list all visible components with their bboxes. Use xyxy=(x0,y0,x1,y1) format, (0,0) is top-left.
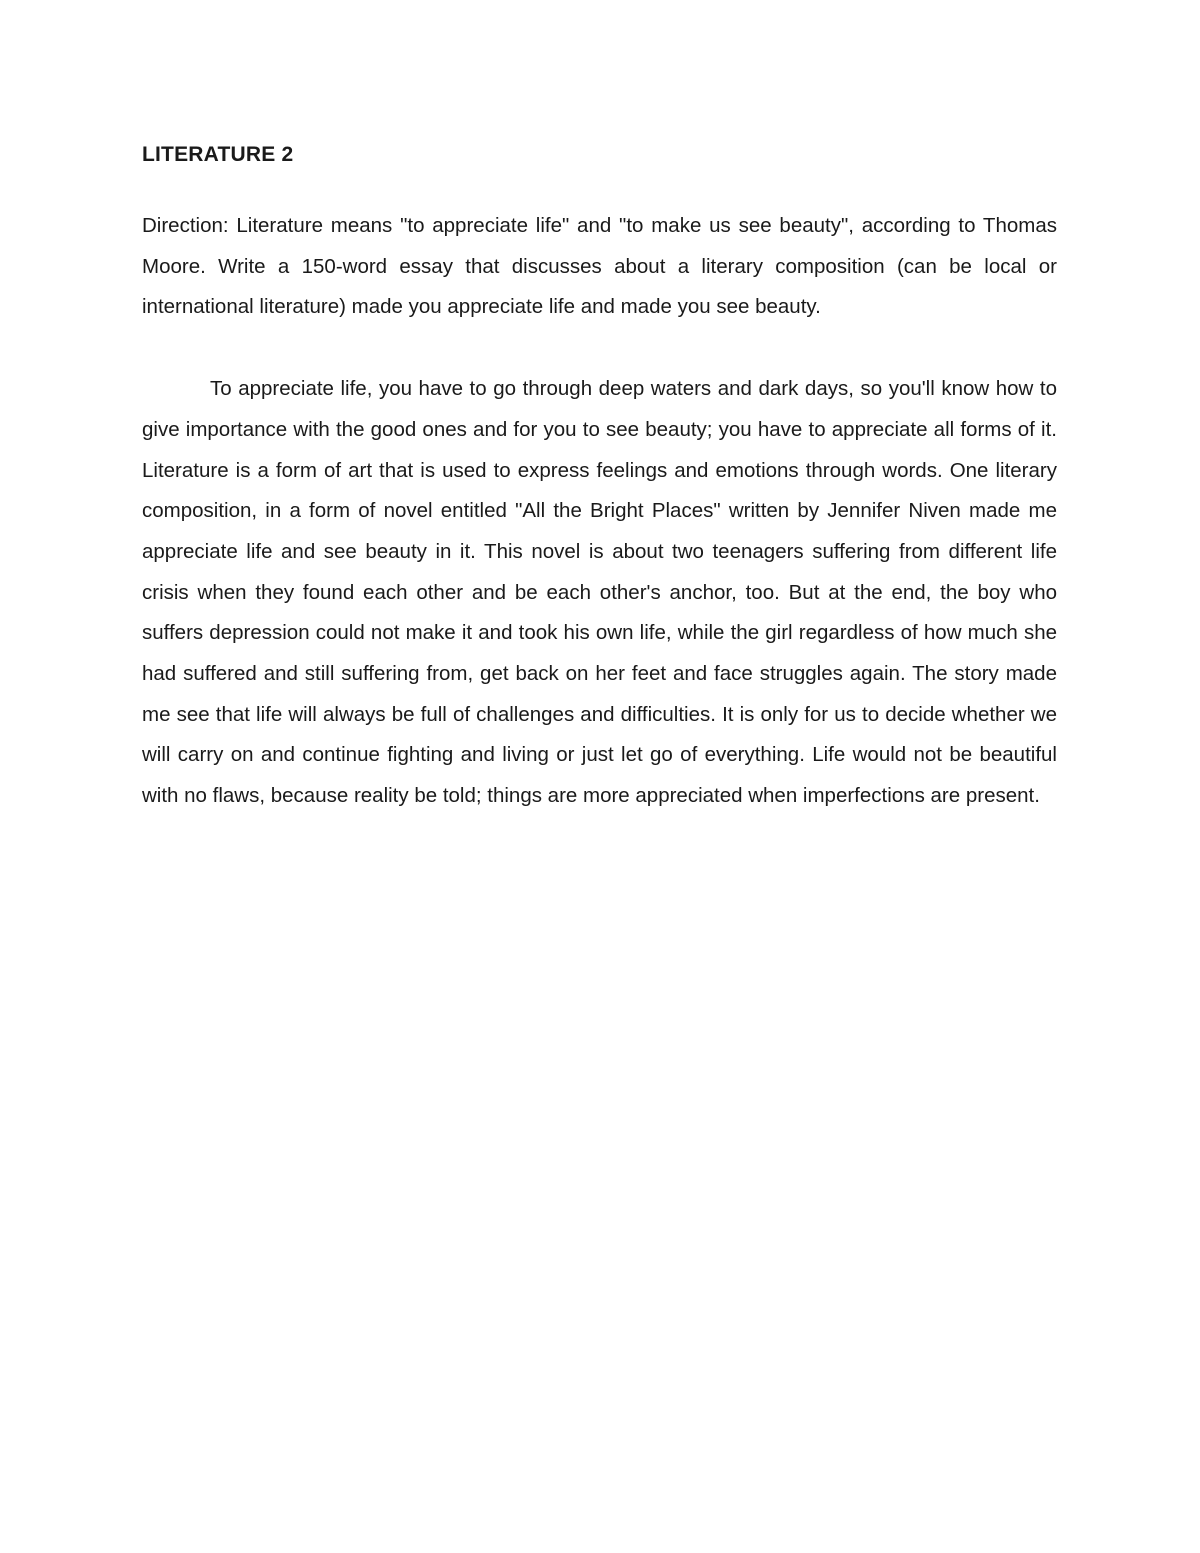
direction-paragraph: Direction: Literature means "to appreciate life" and "to make us see beauty", according to Thomas Moore. Write a 150-word essay that discusses about a literary composition (can be local or international literature) made you appreciate life and made you see beauty. xyxy=(142,214,1057,319)
document-body xyxy=(142,140,1057,817)
essay-paragraph: To appreciate life, you have to go through deep waters and dark days, so you'll know how to give importance with the good ones and for you to see beauty; you have to appreciate all forms of it. Literature is a form of art that is used to express feelings and emotions through words. One literary composition, in a form of novel entitled "All the Bright Places" written by Jennifer Niven made me appreciate life and see beauty in it. This novel is about two teenagers suffering from different life crisis when they found each other and be each other's anchor, too. But at the end, the boy who suffers depression could not make it and took his own life, while the girl regardless of how much she had suffered and still suffering from, get back on her feet and face struggles again. The story made me see that life will always be full of challenges and difficulties. It is only for us to decide whether we will carry on and continue fighting and living or just let go of everything. Life would not be beautiful with no flaws, because reality be told; things are more appreciated when imperfections are present. xyxy=(142,377,1057,808)
document-title: LITERATURE 2 xyxy=(142,143,294,166)
